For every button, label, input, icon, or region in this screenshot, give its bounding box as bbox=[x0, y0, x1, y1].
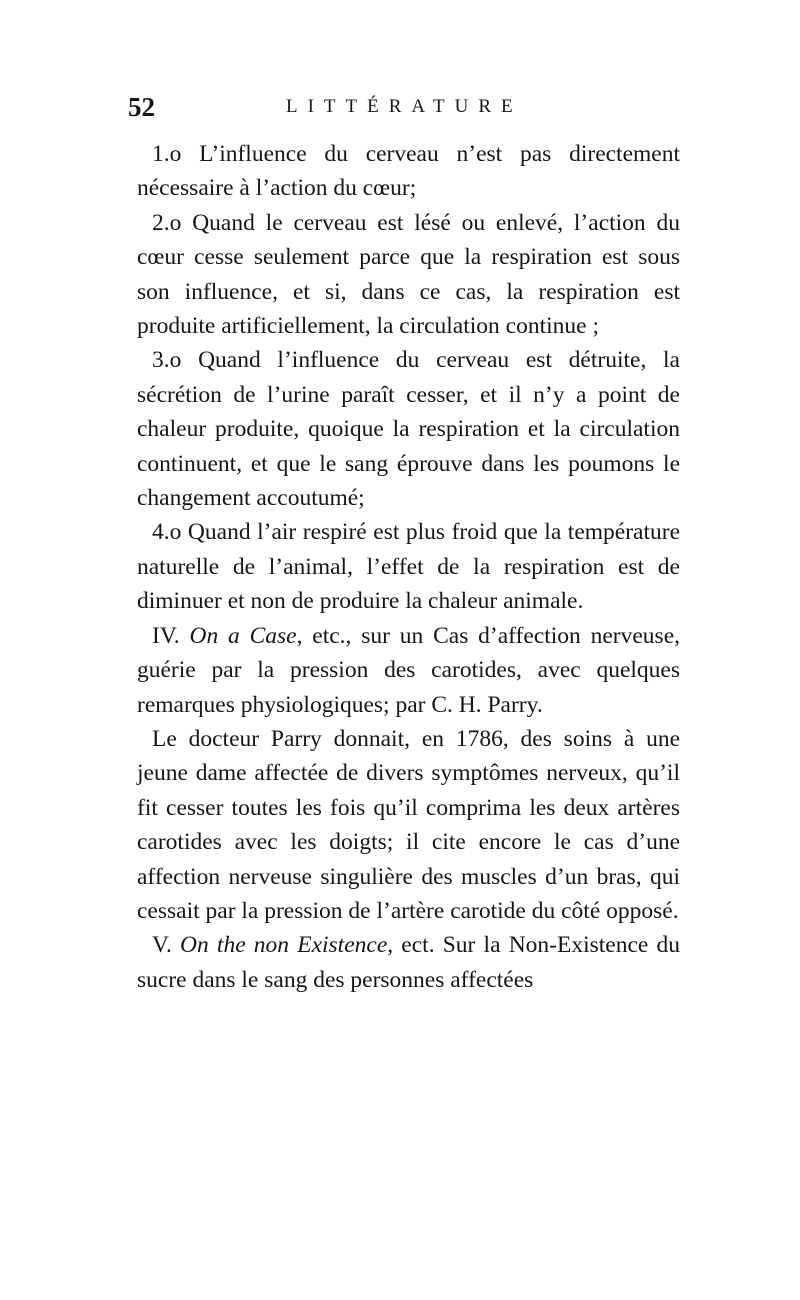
running-title: LITTÉRATURE bbox=[286, 96, 523, 117]
paragraph-text: , ect. Sur la Non-Existence du sucre dans le sang des personnes affectées bbox=[137, 932, 681, 993]
section-number: IV. bbox=[152, 622, 180, 649]
paragraph-parry bbox=[137, 722, 680, 928]
paragraph-1 bbox=[137, 137, 680, 206]
paragraph-number: 3.o bbox=[152, 347, 182, 374]
paragraph-number: 1.o bbox=[152, 141, 182, 167]
section-title-italic: On a Case bbox=[189, 622, 297, 649]
page-number: 52 bbox=[128, 92, 155, 122]
paragraph-3 bbox=[137, 343, 680, 515]
section-iv-entry bbox=[137, 619, 680, 722]
running-head bbox=[128, 92, 688, 132]
section-number: V. bbox=[152, 932, 172, 959]
paragraph-text: Quand l’air respiré est plus froid que la température naturelle de l’animal, l’effet de la respiration est de diminuer et non de produire la chaleur animale. bbox=[137, 519, 681, 615]
body-text bbox=[137, 137, 680, 997]
paragraph-text: Quand l’influence du cerveau est détruite, la sécrétion de l’urine paraît cesser, et il n’y a point de chaleur produite, quoique la respiration et la circulation continuent, et que le sang éprouve dans les poumons le changement accoutumé; bbox=[137, 347, 680, 512]
paragraph-text: , etc., sur un Cas d’affection nerveuse, guérie par la pression des carotides, avec quelques remarques physiologiques; par C. H. Parry. bbox=[137, 622, 681, 718]
section-title-italic: On the non Existence bbox=[180, 932, 388, 959]
paragraph-text: Quand le cerveau est lésé ou enlevé, l’action du cœur cesse seulement parce que la respiration est sous son influence, et si, dans ce cas, la respiration est produite artificiellement, la circulation continue ; bbox=[137, 209, 680, 340]
paragraph-4 bbox=[137, 515, 680, 618]
paragraph-text: L’influence du cerveau n’est pas directement nécessaire à l’action du cœur; bbox=[137, 141, 681, 202]
section-v-entry bbox=[137, 928, 680, 997]
paragraph-number: 4.o bbox=[152, 519, 182, 546]
paragraph-2 bbox=[137, 206, 680, 344]
paragraph-text: Le docteur Parry donnait, en 1786, des soins à une jeune dame affectée de divers symptômes nerveux, qu’il fit cesser toutes les fois qu’il comprima les deux artères carotides avec les doigts; il cite encore le cas d’une affection nerveuse singulière des muscles d’un bras, qui cessait par la pression de l’artère carotide du côté opposé. bbox=[137, 725, 680, 924]
paragraph-number: 2.o bbox=[152, 209, 182, 236]
